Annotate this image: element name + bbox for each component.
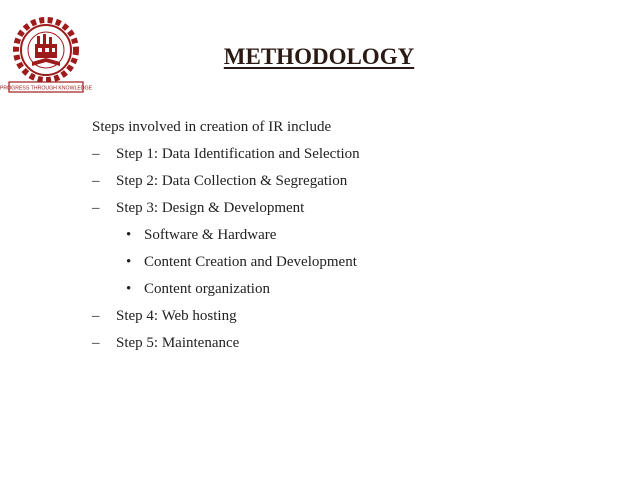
list-item (126, 222, 612, 249)
list-item (126, 276, 612, 303)
step-label: Step 1: Data Identification and Selection (116, 146, 360, 162)
list-item (92, 141, 612, 168)
list-item (126, 249, 612, 276)
list-item (92, 330, 612, 357)
dash-bullet-icon: – (92, 146, 100, 162)
dash-bullet-icon: – (92, 173, 100, 189)
list-item (92, 303, 612, 330)
bullet-icon: • (126, 227, 132, 243)
step-list (92, 141, 612, 222)
later-step-list (92, 303, 612, 357)
slide-body (92, 114, 612, 357)
logo-motto: PROGRESS THROUGH KNOWLEDGE (0, 85, 93, 92)
step-label: Step 4: Web hosting (116, 308, 237, 324)
sub-step-list (126, 222, 612, 303)
sub-step-label: Content Creation and Development (144, 254, 357, 270)
bullet-icon: • (126, 281, 132, 297)
dash-bullet-icon: – (92, 200, 100, 216)
bullet-icon: • (126, 254, 132, 270)
step-label: Step 5: Maintenance (116, 335, 240, 351)
list-item (92, 168, 612, 195)
step-label: Step 3: Design & Development (116, 200, 305, 216)
dash-bullet-icon: – (92, 308, 100, 324)
page-title: METHODOLOGY (223, 44, 415, 69)
sub-step-label: Content organization (144, 281, 270, 297)
sub-step-label: Software & Hardware (144, 227, 277, 243)
list-item (92, 195, 612, 222)
step-label: Step 2: Data Collection & Segregation (116, 173, 348, 189)
dash-bullet-icon: – (92, 335, 100, 351)
intro-text: Steps involved in creation of IR include (92, 119, 332, 135)
